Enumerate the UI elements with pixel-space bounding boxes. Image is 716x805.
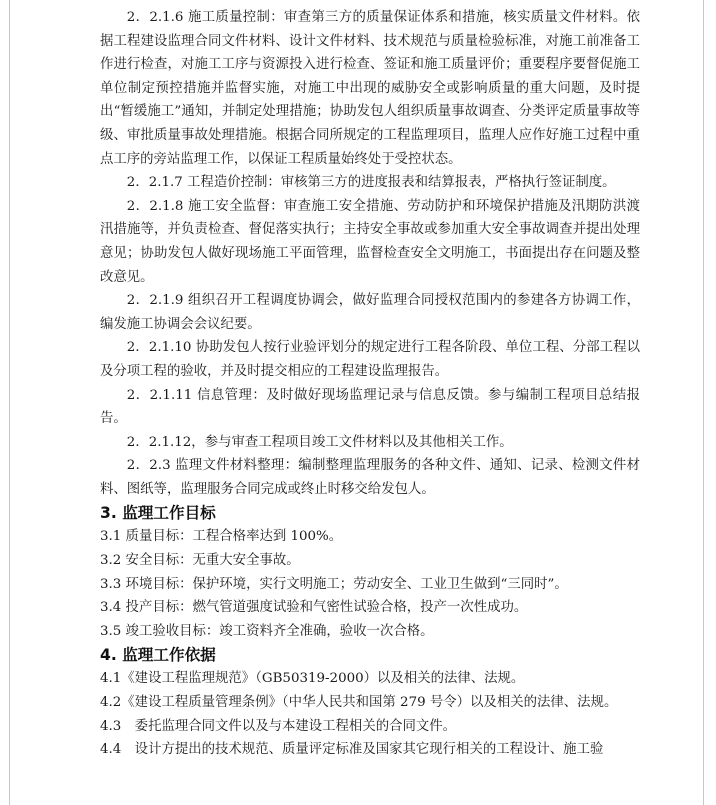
paragraph-2-2-1-8: 2．2.1.8 施工安全监督：审查施工安全措施、劳动防护和环境保护措施及汛期防洪渡汛措施等，并负责检查、督促落实执行；主持安全事故或参加重大安全事故调查并提出处理意见；协助发包人做好现场施工平面管理，监督检查安全文明施工，书面提出存在问题及整改意见。: [100, 198, 640, 285]
paragraph-2-2-1-7: 2．2.1.7 工程造价控制：审核第三方的进度报表和结算报表，严格执行签证制度。: [126, 175, 616, 191]
paragraph-2-2-1-11: 2．2.1.11 信息管理：及时做好现场监理记录与信息反馈。参与编制工程项目总结报告。: [100, 387, 640, 427]
list-item-4-2: 4.2《建设工程质量管理条例》（中华人民共和国第 279 号令）以及相关的法律、法规。: [100, 695, 618, 711]
list-item-3-3: 3.3 环境目标：保护环境，实行文明施工；劳动安全、工业卫生做到“三同时”。: [100, 576, 568, 592]
paragraph-2-2-1-6: 2．2.1.6 施工质量控制：审查第三方的质量保证体系和措施，核实质量文件材料。依据工程建设监理合同文件材料、设计文件材料、技术规范与质量检验标准，对施工前准备工作进行检查，对施工工序与资源投入进行检查、签证和施工质量评价；重要程序要督促施工单位制定预控措施并监督实施，对施工中出现的威胁安全或影响质量的重大问题，及时提出“暂缓施工”通知，并制定处理措施；协助发包人组织质量事故调查、分类评定质量事故等级、审批质量事故处理措施。根据合同所规定的工程监理项目，监理人应作好施工过程中重点工序的旁站监理工作，以保证工程质量始终处于受控状态。: [100, 10, 640, 167]
page-margin-line-right: [703, 0, 704, 805]
list-item-3-5: 3.5 竣工验收目标：竣工资料齐全准确，验收一次合格。: [100, 623, 434, 639]
document-body: [100, 6, 640, 762]
section-heading-4: 4. 监理工作依据: [100, 646, 216, 665]
section-heading-3: 3. 监理工作目标: [100, 504, 216, 523]
list-item-4-3: 4.3 委托监理合同文件以及与本建设工程相关的合同文件。: [100, 718, 457, 734]
page-margin-line-left: [9, 0, 10, 805]
list-item-4-1: 4.1《建设工程监理规范》（GB50319-2000）以及相关的法律、法规。: [100, 671, 525, 687]
list-item-4-4: 4.4 设计方提出的技术规范、质量评定标准及国家其它现行相关的工程设计、施工验: [100, 742, 604, 758]
paragraph-2-2-1-9: 2．2.1.9 组织召开工程调度协调会，做好监理合同授权范围内的参建各方协调工作，编发施工协调会会议纪要。: [100, 293, 640, 332]
list-item-3-1: 3.1 质量目标：工程合格率达到 100%。: [100, 529, 343, 545]
paragraph-2-2-3: 2．2.3 监理文件材料整理：编制整理监理服务的各种文件、通知、记录、检测文件材料、图纸等，监理服务合同完成或终止时移交给发包人。: [100, 458, 640, 497]
paragraph-2-2-1-12: 2．2.1.12，参与审查工程项目竣工文件材料以及其他相关工作。: [126, 434, 513, 450]
list-item-3-4: 3.4 投产目标：燃气管道强度试验和气密性试验合格，投产一次性成功。: [100, 600, 528, 616]
paragraph-2-2-1-10: 2．2.1.10 协助发包人按行业验评划分的规定进行工程各阶段、单位工程、分部工程以及分项工程的验收，并及时提交相应的工程建设监理报告。: [100, 340, 640, 379]
list-item-3-2: 3.2 安全目标：无重大安全事故。: [100, 553, 300, 569]
